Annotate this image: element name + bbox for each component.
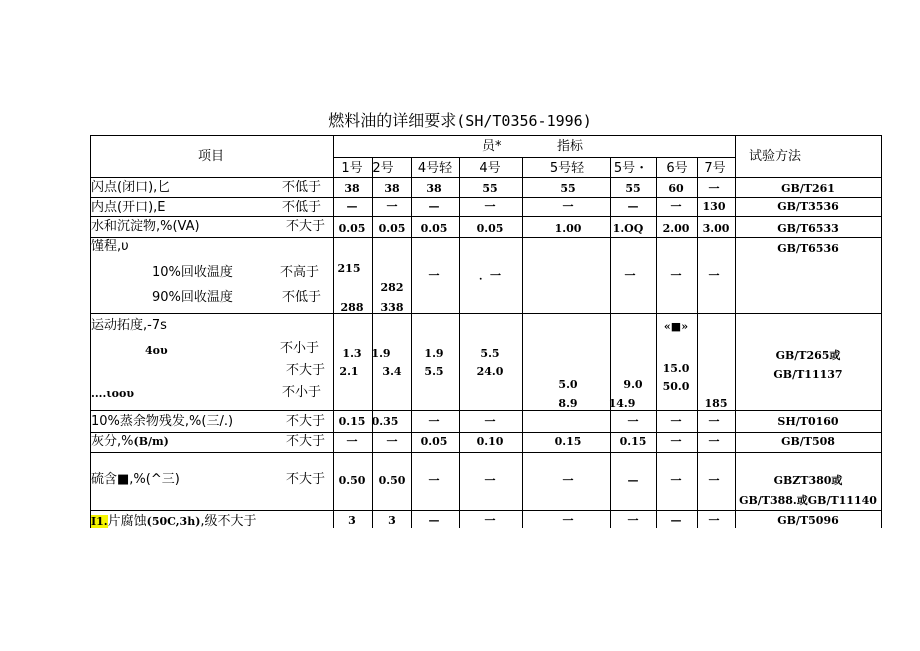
- cell-corrosion-g4: 一: [484, 514, 496, 527]
- cell-ash-method: GB/T508: [781, 435, 835, 448]
- cell-flash-open-g8: 130: [702, 200, 726, 213]
- header-indicator: 指标: [557, 139, 584, 154]
- cell-residue-g7: 一: [670, 415, 682, 428]
- cell-water-g8: 3.00: [702, 222, 730, 235]
- cell-water-g7: 2.00: [662, 222, 690, 235]
- cell-flash-closed-g8: 一: [708, 182, 720, 195]
- cell-viscosity-g3-min: 1.9: [424, 347, 444, 360]
- header-method: 试验方法: [749, 149, 802, 164]
- cell-flash-closed-g1: 38: [344, 182, 360, 195]
- cell-flash-open-method: GB/T3536: [777, 200, 839, 213]
- row-water-name: 水和沉淀物,%(VA): [91, 219, 200, 234]
- cell-water-g4: 0.05: [476, 222, 504, 235]
- row-distill-limit2: 不低于: [282, 290, 322, 305]
- cell-corrosion-g3: —: [428, 514, 440, 527]
- cell-viscosity-g7-min: 15.0: [662, 362, 690, 375]
- cell-residue-g2: 0.35: [371, 415, 399, 428]
- cell-flash-closed-g4: 55: [482, 182, 498, 195]
- cell-viscosity-g1-min: 1.3: [342, 347, 362, 360]
- cell-viscosity-g4-max: 24.0: [476, 365, 504, 378]
- cell-flash-open-g3: —: [428, 200, 440, 213]
- cell-corrosion-g1: 3: [348, 514, 356, 527]
- row-water-limit: 不大于: [286, 219, 326, 234]
- cell-ash-g2: 一: [386, 435, 398, 448]
- cell-flash-open-g1: —: [346, 200, 358, 213]
- cell-flash-open-g4: 一: [484, 200, 496, 213]
- cell-flash-closed-g2: 38: [384, 182, 400, 195]
- row-ash-name: [91, 435, 169, 449]
- cell-distill-g1-bottom: 288: [340, 301, 364, 314]
- cell-viscosity-method-2: GB/T11137: [773, 368, 843, 381]
- row-residue-limit: 不大于: [286, 414, 326, 429]
- cell-water-g3: 0.05: [420, 222, 448, 235]
- cell-flash-open-g7: 一: [670, 200, 682, 213]
- grade-1: 1号: [341, 161, 363, 176]
- cell-viscosity-g2-min: 1.9: [371, 347, 391, 360]
- row-corrosion-name: [91, 515, 257, 529]
- cell-sulfur-g8: 一: [708, 474, 720, 487]
- cell-viscosity-g5-min: 5.0: [558, 378, 578, 391]
- row-viscosity-sub1: 4oυ: [145, 344, 168, 357]
- cell-distill-g8: 一: [708, 269, 720, 282]
- row-sulfur-name: 硫含■,%(^三): [91, 472, 180, 487]
- row-flash-open-limit: 不低于: [282, 200, 322, 215]
- cell-viscosity-g1-max: 2.1: [339, 365, 359, 378]
- cell-ash-g4: 0.10: [476, 435, 504, 448]
- row-distill-sub2: 90%回收温度: [152, 290, 233, 305]
- cell-corrosion-g7: —: [670, 514, 682, 527]
- cell-distill-g6: 一: [624, 269, 636, 282]
- row-ash-name-unit: (B/m): [133, 435, 169, 448]
- row-corrosion-prefix: I1.: [91, 515, 108, 528]
- title-main: 燃料油的详细要求: [328, 111, 457, 130]
- cell-sulfur-method-1: GBZT380或: [773, 474, 843, 487]
- row-corrosion-limit: ,级不大于: [200, 514, 257, 529]
- cell-sulfur-g2: 0.50: [378, 474, 406, 487]
- table-title: [0, 108, 920, 131]
- cell-distill-method: GB/T6536: [777, 242, 839, 255]
- row-flash-open-name: 内点(开口),E: [91, 200, 166, 215]
- row-distill-limit1: 不高于: [280, 265, 320, 280]
- cell-ash-g8: 一: [708, 435, 720, 448]
- cell-water-method: GB/T6533: [777, 222, 839, 235]
- cell-flash-closed-g5: 55: [560, 182, 576, 195]
- row-distill-name: 馑程,υ: [91, 239, 129, 254]
- cell-ash-g7: 一: [670, 435, 682, 448]
- cell-residue-g4: 一: [484, 415, 496, 428]
- row-viscosity-name: 运动拓度,-7s: [91, 318, 167, 333]
- cell-water-g2: 0.05: [378, 222, 406, 235]
- cell-distill-g7: 一: [670, 269, 682, 282]
- grade-6: 6号: [666, 161, 688, 176]
- cell-residue-g8: 一: [708, 415, 720, 428]
- cell-corrosion-g5: 一: [562, 514, 574, 527]
- cell-water-g5: 1.00: [554, 222, 582, 235]
- title-standard-code: (SH/T0356-1996): [456, 112, 592, 130]
- cell-flash-open-g5: 一: [562, 200, 574, 213]
- cell-flash-open-g2: 一: [386, 200, 398, 213]
- row-ash-name-text: 灰分,%: [91, 434, 134, 449]
- grade-4-light: 4号轻: [417, 161, 453, 176]
- cell-corrosion-method: GB/T5096: [777, 514, 839, 527]
- row-ash-limit: 不大于: [286, 434, 326, 449]
- header-item: 项目: [197, 149, 225, 164]
- cell-ash-g6: 0.15: [619, 435, 647, 448]
- row-viscosity-limit2: 不大于: [286, 363, 326, 378]
- cell-viscosity-g5-max: 8.9: [558, 397, 578, 410]
- cell-flash-closed-method: GB/T261: [781, 182, 835, 195]
- row-flash-closed-limit: 不低于: [282, 180, 322, 195]
- cell-viscosity-g6-min: 9.0: [623, 378, 643, 391]
- cell-flash-closed-g7: 60: [668, 182, 684, 195]
- cell-viscosity-g4-min: 5.5: [480, 347, 500, 360]
- row-distill-sub1: 10%回收温度: [152, 265, 233, 280]
- cell-distill-g2-bottom: 338: [380, 301, 404, 314]
- cell-ash-g3: 0.05: [420, 435, 448, 448]
- cell-water-g1: 0.05: [338, 222, 366, 235]
- cell-distill-g4: ．一: [479, 269, 501, 282]
- cell-corrosion-g8: 一: [708, 514, 720, 527]
- row-corrosion-condition: (50C,3h): [146, 515, 201, 528]
- cell-distill-g1-top: 215: [337, 262, 361, 275]
- cell-viscosity-g8: 185: [704, 397, 728, 410]
- cell-corrosion-g2: 3: [388, 514, 396, 527]
- cell-distill-g3: 一: [428, 269, 440, 282]
- cell-viscosity-g7-note: «■»: [663, 320, 689, 333]
- cell-sulfur-g4: 一: [484, 474, 496, 487]
- cell-viscosity-g7-max: 50.0: [662, 380, 690, 393]
- cell-sulfur-g3: 一: [428, 474, 440, 487]
- cell-residue-g3: 一: [428, 415, 440, 428]
- cell-viscosity-method-1: GB/T265或: [775, 349, 841, 362]
- cell-sulfur-g7: 一: [670, 474, 682, 487]
- row-corrosion-label: 片腐蚀: [107, 514, 147, 529]
- cell-sulfur-method-2: GB/T388.或GB/T11140: [739, 494, 877, 507]
- header-grade-marker: 员*: [482, 139, 502, 154]
- cell-ash-g1: 一: [346, 435, 358, 448]
- cell-water-g6: 1.OQ: [612, 222, 644, 235]
- grade-4: 4号: [479, 161, 501, 176]
- cell-flash-open-g6: —: [627, 200, 639, 213]
- cell-viscosity-g2-max: 3.4: [382, 365, 402, 378]
- row-sulfur-limit: 不大于: [286, 472, 326, 487]
- cell-residue-g6: 一: [627, 415, 639, 428]
- grade-2: 2号: [372, 161, 394, 176]
- row-viscosity-limit3: 不小于: [282, 385, 322, 400]
- row-viscosity-limit1: 不小于: [280, 341, 320, 356]
- cell-residue-method: SH/T0160: [777, 415, 839, 428]
- grade-7: 7号: [704, 161, 726, 176]
- cell-distill-g2-top: 282: [380, 281, 404, 294]
- grade-5-light: 5号轻: [549, 161, 585, 176]
- cell-sulfur-g6: —: [627, 474, 639, 487]
- row-viscosity-sub3: ....ιooυ: [91, 387, 134, 400]
- cell-flash-closed-g3: 38: [426, 182, 442, 195]
- cell-sulfur-g1: 0.50: [338, 474, 366, 487]
- cell-viscosity-g6-max: 14.9: [608, 397, 636, 410]
- grade-5-heavy: 5号・: [613, 161, 649, 176]
- cell-corrosion-g6: 一: [627, 514, 639, 527]
- cell-residue-g1: 0.15: [338, 415, 366, 428]
- cell-flash-closed-g6: 55: [625, 182, 641, 195]
- row-residue-name: 10%蒸余物残发,%(三/.): [91, 414, 234, 429]
- cell-viscosity-g3-max: 5.5: [424, 365, 444, 378]
- cell-sulfur-g5: 一: [562, 474, 574, 487]
- cell-ash-g5: 0.15: [554, 435, 582, 448]
- row-flash-closed-name: 闪点(闭口),匕: [91, 180, 171, 195]
